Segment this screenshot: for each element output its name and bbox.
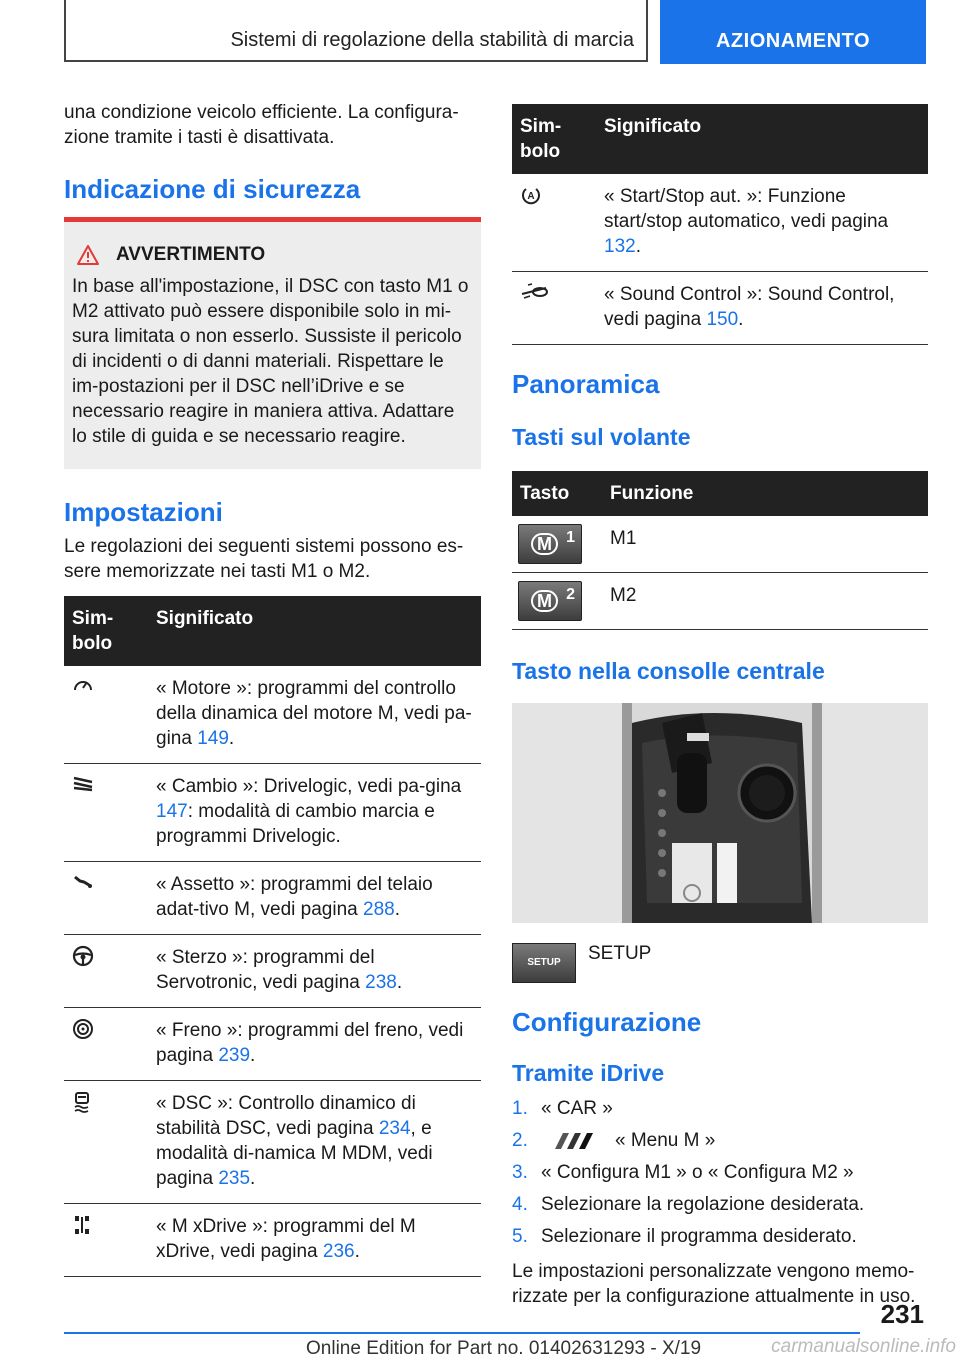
warning-header — [72, 244, 473, 266]
setup-key-icon: SETUP — [512, 943, 576, 983]
page-link[interactable]: 132 — [604, 236, 636, 257]
section-tab[interactable] — [660, 0, 926, 64]
key-function: M1 — [602, 516, 928, 573]
dsc-icon — [72, 1091, 92, 1113]
config-heading: Configurazione — [512, 1007, 702, 1037]
warning-triangle-icon — [76, 244, 100, 266]
row-text: « Freno »: programmi del freno, vedi pagina — [156, 1020, 464, 1066]
row-text: « Cambio »: Drivelogic, vedi pa-gina — [156, 776, 462, 797]
list-item: 2. « Menu M » — [512, 1130, 716, 1151]
overview-heading: Panoramica — [512, 369, 660, 399]
settings-heading: Impostazioni — [64, 497, 223, 527]
table-row — [64, 1081, 481, 1204]
footer-divider — [64, 1332, 860, 1334]
row-text-after: . — [354, 1241, 360, 1262]
key-function: M2 — [602, 573, 928, 630]
safety-heading: Indicazione di sicurezza — [64, 174, 361, 204]
symbol-column-header: Sim-bolo — [64, 596, 148, 666]
m1-key-icon: M 1 — [518, 524, 582, 564]
setup-key-row — [512, 943, 928, 983]
table-row — [512, 174, 928, 272]
list-item: 4. Selezionare la regolazione desiderata. — [512, 1194, 865, 1215]
table-row — [64, 862, 481, 935]
meaning-column-header: Significato — [148, 596, 481, 666]
wheel-keys-table — [512, 471, 928, 630]
watermark: carmanualsonline.info — [771, 1336, 956, 1357]
center-console-photo — [512, 703, 928, 923]
table-row — [64, 935, 481, 1008]
row-text: « Sound Control »: Sound Control, vedi pagina — [604, 284, 895, 330]
warning-box — [64, 217, 481, 469]
engine-icon — [72, 676, 94, 694]
table-row — [64, 1204, 481, 1277]
chapter-title-box — [64, 0, 648, 62]
outro-paragraph: Le impostazioni personalizzate vengono memo-rizzate per la configurazione attualmente in uso. — [512, 1261, 916, 1307]
settings-intro: Le regolazioni dei seguenti sistemi possono es-sere memorizzate nei tasti M1 o M2. — [64, 536, 464, 582]
row-text: « DSC »: Controllo dinamico di stabilità DSC, vedi pagina — [156, 1093, 416, 1139]
row-text: « Assetto »: programmi del telaio adat-tivo M, vedi pagina — [156, 874, 433, 920]
intro-paragraph: una condizione veicolo efficiente. La configura-zione tramite i tasti è disattivata. — [64, 102, 459, 148]
table-row — [64, 1008, 481, 1081]
page-header — [64, 0, 926, 64]
row-text-after: . — [228, 728, 235, 749]
row-text-after: . — [250, 1045, 256, 1066]
page-link[interactable]: 149 — [197, 728, 229, 749]
page-link[interactable]: 238 — [365, 972, 397, 993]
row-text-after: . — [396, 972, 403, 993]
warning-title: AVVERTIMENTO — [116, 244, 266, 265]
idrive-heading: Tramite iDrive — [512, 1060, 665, 1086]
page-link[interactable]: 147 — [156, 801, 188, 822]
table-row — [64, 764, 481, 862]
row-text: « Motore »: programmi del controllo della dinamica del motore M, vedi pa-gina — [156, 678, 472, 749]
page-link-2[interactable]: 235 — [218, 1168, 251, 1189]
row-text-after: . — [635, 236, 641, 257]
page-link[interactable]: 239 — [218, 1045, 251, 1066]
list-item: 3. « Configura M1 » o « Configura M2 » — [512, 1162, 854, 1183]
settings-table — [64, 596, 481, 1277]
row-text-after: . — [394, 899, 400, 920]
row-text: « M xDrive »: programmi del M xDrive, vedi pagina — [156, 1216, 416, 1262]
m-menu-icon — [551, 1131, 607, 1151]
right-column — [512, 104, 928, 1309]
page-link[interactable]: 288 — [363, 899, 395, 920]
page-number: 231 — [880, 1299, 924, 1329]
list-item: 1. « CAR » — [512, 1098, 613, 1119]
table-row — [512, 272, 928, 345]
key-column-header: Tasto — [512, 471, 602, 516]
console-key-heading: Tasto nella consolle centrale — [512, 658, 825, 684]
row-text: « Sterzo »: programmi del Servotronic, vedi pagina — [156, 947, 375, 993]
page-link[interactable]: 150 — [706, 309, 739, 330]
svg-text:A: A — [527, 191, 535, 202]
start-stop-icon — [520, 184, 542, 206]
row-text-after: : modalità di cambio marcia e programmi Drivelogic. — [156, 801, 435, 847]
table-row — [64, 666, 481, 764]
row-text: « Start/Stop aut. »: Funzione start/stop automatico, vedi pagina — [604, 186, 889, 232]
page-link[interactable]: 236 — [322, 1241, 355, 1262]
m2-key-icon: M 2 — [518, 581, 582, 621]
table-row — [512, 516, 928, 573]
list-item: 5. Selezionare il programma desiderato. — [512, 1226, 857, 1247]
meaning-column-header: Significato — [596, 104, 928, 174]
xdrive-icon — [72, 1214, 92, 1236]
row-text-after: , e modalità di-namica M MDM, vedi pagina — [156, 1118, 433, 1189]
page-link[interactable]: 234 — [378, 1118, 411, 1139]
setup-label: SETUP — [588, 943, 652, 964]
center-console-illustration — [512, 703, 928, 923]
chapter-title: Sistemi di regolazione della stabilità di marcia — [230, 29, 634, 51]
symbol-column-header: Sim-bolo — [512, 104, 596, 174]
settings-table-continued — [512, 104, 928, 345]
steering-wheel-icon — [72, 945, 94, 967]
warning-body: In base all'impostazione, il DSC con tasto M1 o M2 attivato può essere disponibile solo in mi-sura limitata o non esserlo. Sussiste il pericolo di incidenti o di danni materiali. Rispettare le im-postazioni per il DSC nell’iDrive e se necessario reagire in maniera attiva. Adattare lo stile di guida e se necessario reagire. — [72, 276, 469, 447]
function-column-header: Funzione — [602, 471, 928, 516]
steps-list — [512, 1093, 928, 1253]
brake-icon — [72, 1018, 94, 1040]
gearbox-icon — [72, 774, 94, 792]
edition-text: Online Edition for Part no. 01402631293 - X/19 — [306, 1338, 702, 1359]
suspension-icon — [72, 872, 94, 890]
left-column — [64, 100, 481, 1277]
section-label: AZIONAMENTO — [715, 30, 870, 52]
row-text-after: . — [738, 309, 744, 330]
sound-control-icon — [520, 282, 550, 300]
wheel-keys-heading: Tasti sul volante — [512, 424, 691, 450]
table-row — [512, 573, 928, 630]
row-text-end: . — [250, 1168, 256, 1189]
